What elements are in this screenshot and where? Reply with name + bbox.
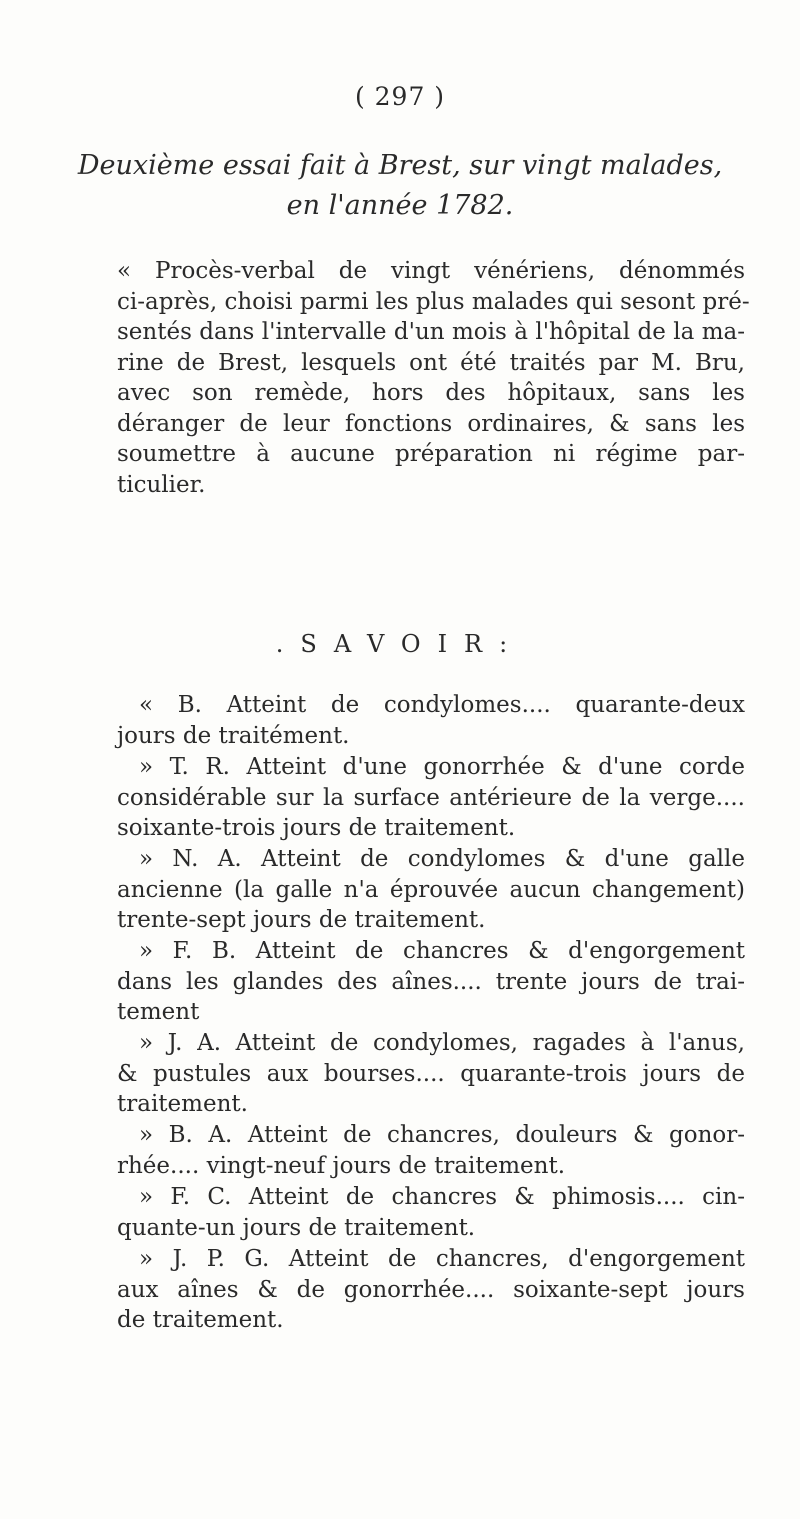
intro-line: rine de Brest, lesquels ont été traités par M. Bru, <box>117 349 745 376</box>
entry-line: » T. R. Atteint d'une gonorrhée & d'une corde <box>139 754 745 780</box>
savoir-heading: .SAVOIR: <box>275 630 525 658</box>
intro-line: avec son remède, hors des hôpitaux, sans les <box>117 380 745 406</box>
patient-entry <box>117 1120 745 1181</box>
entry-line: tement <box>117 999 200 1025</box>
entry-line: traitement. <box>117 1091 248 1117</box>
entry-line: quante-un jours de traitement. <box>117 1214 476 1241</box>
intro-line: soumettre à aucune préparation ni régime par- <box>117 441 745 467</box>
intro-line: ci-après, choisi parmi les plus malades qui sesont pré- <box>117 288 750 315</box>
patient-entry <box>117 690 745 751</box>
entry-line: & pustules aux bourses.... quarante-trois jours de <box>117 1060 745 1087</box>
intro-line: sentés dans l'intervalle d'un mois à l'hôpital de la ma- <box>117 319 745 345</box>
entry-line: » J. A. Atteint de condylomes, ragades à l'anus, <box>139 1030 745 1056</box>
intro-line: ticulier. <box>117 471 206 498</box>
patient-entry <box>117 1182 745 1243</box>
patient-entry <box>117 1244 745 1336</box>
patient-entry <box>117 1028 745 1120</box>
entry-line: trente-sept jours de traitement. <box>117 907 486 933</box>
entry-line: considérable sur la surface antérieure de la verge.... <box>117 784 745 811</box>
intro-line: « Procès-verbal de vingt vénériens, dénommés <box>117 258 745 284</box>
section-title <box>0 146 800 226</box>
patient-entry <box>117 936 745 1028</box>
intro-line: déranger de leur fonctions ordinaires, & sans les <box>117 410 745 437</box>
entry-line: » B. A. Atteint de chancres, douleurs & gonor- <box>139 1122 745 1148</box>
patient-entry <box>117 844 745 936</box>
entry-line: « B. Atteint de condylomes.... quarante-deux <box>139 692 745 718</box>
section-title-line-1: Deuxième essai fait à Brest, sur vingt malades, <box>77 150 723 181</box>
entry-line: rhée.... vingt-neuf jours de traitement. <box>117 1152 566 1179</box>
entry-line: de traitement. <box>117 1307 284 1333</box>
section-title-line-2: en l'année 1782. <box>286 190 514 221</box>
entry-line: dans les glandes des aînes.... trente jours de trai- <box>117 968 745 995</box>
entry-line: » F. B. Atteint de chancres & d'engorgement <box>139 938 745 964</box>
entry-line: ancienne (la galle n'a éprouvée aucun changement) <box>117 876 745 903</box>
entry-line: » N. A. Atteint de condylomes & d'une galle <box>139 846 745 872</box>
patient-entry <box>117 752 745 844</box>
entry-line: jours de traitément. <box>117 722 350 749</box>
entry-line: aux aînes & de gonorrhée.... soixante-sept jours <box>117 1276 745 1303</box>
entry-line: » J. P. G. Atteint de chancres, d'engorgement <box>139 1246 745 1272</box>
page-number: ( 297 ) <box>354 82 446 111</box>
intro-paragraph <box>117 256 750 500</box>
entry-line: soixante-trois jours de traitement. <box>117 815 516 841</box>
entry-line: » F. C. Atteint de chancres & phimosis.... cin- <box>139 1184 745 1210</box>
